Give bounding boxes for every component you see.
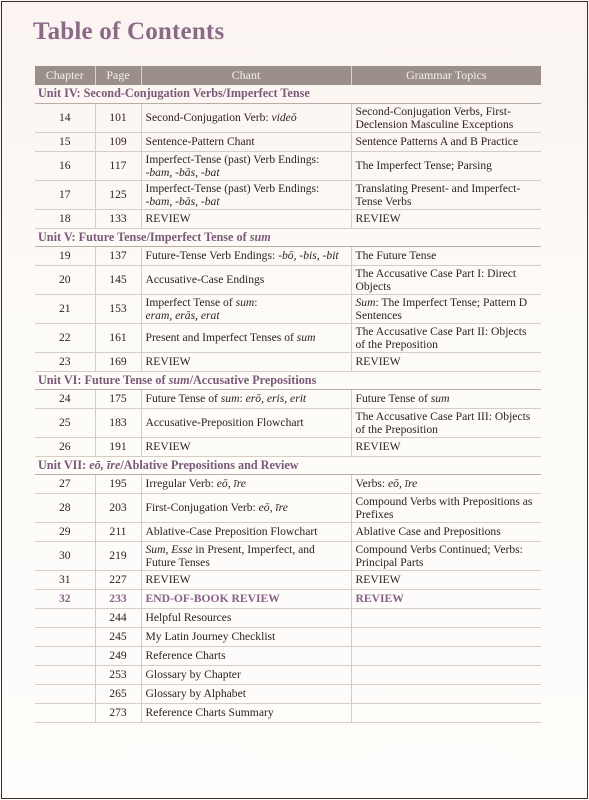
table-row [35,151,541,180]
page-number: 245 [95,627,141,646]
table-row [35,408,541,437]
chant-cell: Accusative-Preposition Flowchart [141,408,351,437]
empty-cell [351,684,541,703]
chant-cell: Imperfect-Tense (past) Verb Endings: -bam, -bās, -bat [141,151,351,180]
page-number: 265 [95,684,141,703]
page-number: 233 [95,589,141,608]
page-number: 153 [95,294,141,323]
table-row [35,352,541,371]
grammar-cell: Sentence Patterns A and B Practice [351,132,541,151]
page-number: 211 [95,522,141,541]
table-row [35,132,541,151]
table-row [35,570,541,589]
page-number: 273 [95,703,141,722]
chant-cell: First-Conjugation Verb: eō, īre [141,493,351,522]
grammar-cell: Compound Verbs Continued; Verbs: Principal Parts [351,541,541,570]
header-page: Page [95,66,141,85]
chapter-number: 22 [35,323,95,352]
empty-cell [35,646,95,665]
unit-7-title: Unit VII: eō, īre/Ablative Prepositions and Review [35,456,541,474]
table-row-final-review [35,589,541,608]
grammar-cell: Second-Conjugation Verbs, First-Declension Masculine Exceptions [351,103,541,132]
chapter-number: 25 [35,408,95,437]
table-row [35,323,541,352]
grammar-cell: Ablative Case and Prepositions [351,522,541,541]
page-number: 249 [95,646,141,665]
grammar-cell: REVIEW [351,352,541,371]
chapter-number: 19 [35,246,95,265]
page-number: 109 [95,132,141,151]
back-matter-row [35,627,541,646]
table-row [35,103,541,132]
unit-heading [35,85,541,103]
header-row [35,66,541,85]
unit-heading [35,228,541,246]
section-title: Glossary by Alphabet [141,684,351,703]
grammar-cell: Compound Verbs with Prepositions as Prefixes [351,493,541,522]
page-number: 227 [95,570,141,589]
chapter-number: 16 [35,151,95,180]
table-row [35,209,541,228]
grammar-cell: REVIEW [351,589,541,608]
empty-cell [351,665,541,684]
chant-cell: Future Tense of sum: erō, eris, erit [141,389,351,408]
page-number: 145 [95,265,141,294]
chant-cell: Accusative-Case Endings [141,265,351,294]
section-title: Glossary by Chapter [141,665,351,684]
chapter-number: 14 [35,103,95,132]
grammar-cell: Future Tense of sum [351,389,541,408]
chapter-number: 32 [35,589,95,608]
empty-cell [35,627,95,646]
empty-cell [351,703,541,722]
table-row [35,246,541,265]
grammar-cell: Verbs: eō, īre [351,474,541,493]
chapter-number: 17 [35,180,95,209]
chapter-number: 27 [35,474,95,493]
chapter-number: 21 [35,294,95,323]
grammar-cell: The Imperfect Tense; Parsing [351,151,541,180]
page-number: 191 [95,437,141,456]
chant-cell: Future-Tense Verb Endings: -bō, -bis, -bit [141,246,351,265]
section-title: My Latin Journey Checklist [141,627,351,646]
chapter-number: 20 [35,265,95,294]
empty-cell [35,684,95,703]
table-row [35,294,541,323]
page-number: 137 [95,246,141,265]
section-title: Helpful Resources [141,608,351,627]
empty-cell [35,665,95,684]
chant-cell: END-OF-BOOK REVIEW [141,589,351,608]
chapter-number: 31 [35,570,95,589]
unit-6-title: Unit VI: Future Tense of sum/Accusative Prepositions [35,371,541,389]
unit-heading [35,456,541,474]
table-row [35,180,541,209]
table-row [35,541,541,570]
chapter-number: 15 [35,132,95,151]
grammar-cell: REVIEW [351,570,541,589]
chant-cell: Sentence-Pattern Chant [141,132,351,151]
empty-cell [351,627,541,646]
header-chapter: Chapter [35,66,95,85]
grammar-cell: Translating Present- and Imperfect-Tense Verbs [351,180,541,209]
chant-cell: REVIEW [141,437,351,456]
page-number: 253 [95,665,141,684]
chapter-number: 26 [35,437,95,456]
chapter-number: 29 [35,522,95,541]
back-matter-row [35,608,541,627]
empty-cell [351,608,541,627]
empty-cell [35,608,95,627]
section-title: Reference Charts [141,646,351,665]
grammar-cell: The Accusative Case Part I: Direct Objects [351,265,541,294]
page-number: 183 [95,408,141,437]
back-matter-row [35,646,541,665]
page-number: 101 [95,103,141,132]
page-number: 161 [95,323,141,352]
grammar-cell: The Future Tense [351,246,541,265]
page-number: 117 [95,151,141,180]
table-row [35,493,541,522]
chant-cell: REVIEW [141,209,351,228]
table-row [35,437,541,456]
chant-cell: Irregular Verb: eō, īre [141,474,351,493]
grammar-cell: The Accusative Case Part II: Objects of the Preposition [351,323,541,352]
chant-cell: Ablative-Case Preposition Flowchart [141,522,351,541]
chant-cell: REVIEW [141,352,351,371]
chant-cell: Present and Imperfect Tenses of sum [141,323,351,352]
chapter-number: 18 [35,209,95,228]
contents-table [35,66,541,723]
table-row [35,522,541,541]
back-matter-row [35,665,541,684]
grammar-cell: REVIEW [351,209,541,228]
page-number: 133 [95,209,141,228]
table-row [35,389,541,408]
page-number: 195 [95,474,141,493]
header-grammar: Grammar Topics [351,66,541,85]
page-number: 203 [95,493,141,522]
section-title: Reference Charts Summary [141,703,351,722]
page-number: 244 [95,608,141,627]
table-row [35,265,541,294]
chant-cell: Second-Conjugation Verb: videō [141,103,351,132]
chapter-number: 23 [35,352,95,371]
unit-4-title: Unit IV: Second-Conjugation Verbs/Imperfect Tense [35,85,541,103]
table-row [35,474,541,493]
page-number: 125 [95,180,141,209]
chapter-number: 30 [35,541,95,570]
chapter-number: 24 [35,389,95,408]
empty-cell [351,646,541,665]
unit-5-title: Unit V: Future Tense/Imperfect Tense of sum [35,228,541,246]
header-chant: Chant [141,66,351,85]
chapter-number: 28 [35,493,95,522]
back-matter-row [35,684,541,703]
page-number: 175 [95,389,141,408]
page-number: 219 [95,541,141,570]
grammar-cell: Sum: The Imperfect Tense; Pattern D Sentences [351,294,541,323]
chant-cell: Imperfect Tense of sum: eram, erās, erat [141,294,351,323]
page-title: Table of Contents [33,18,225,45]
empty-cell [35,703,95,722]
grammar-cell: REVIEW [351,437,541,456]
grammar-cell: The Accusative Case Part III: Objects of the Preposition [351,408,541,437]
page-number: 169 [95,352,141,371]
back-matter-row [35,703,541,722]
unit-heading [35,371,541,389]
chant-cell: Sum, Esse in Present, Imperfect, and Future Tenses [141,541,351,570]
chant-cell: REVIEW [141,570,351,589]
chant-cell: Imperfect-Tense (past) Verb Endings: -bam, -bās, -bat [141,180,351,209]
